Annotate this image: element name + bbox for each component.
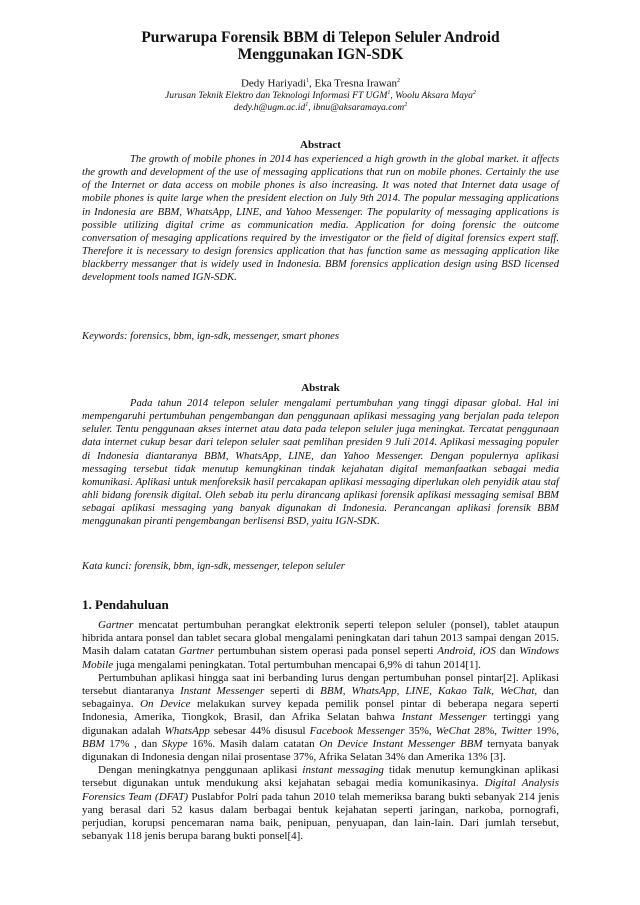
abstrak-heading: Abstrak xyxy=(301,382,340,394)
italic-term: On Device xyxy=(140,698,191,711)
abstract-text: The growth of mobile phones in 2014 has experienced a high growth in the global market. it affects the growth and development of the use of messaging applications that run on mobile phones. Certainly the use of the Internet or data access on mobile phones is also increasing. It was noted that Internet data usage of mobile phones is quite large when the president election on July 9th 2014. The popular messaging applications in Indonesia are BBM, WhatsApp, LINE, and Yahoo Messenger. The popularity of messaging applications is possible utilizing digital crime as communication media. Application for doing forensic the outcome conversation of mesaging applications required by the investigator or the field of digital forensics expert staff. Therefore it is necessary to design forensics application that has function same as messaging application like blackberry messanger that is widely used in Indonesia. BBM forensics application design using BSD licensed development tools named IGN-SDK. xyxy=(82,154,559,284)
text-run: 17% , dan xyxy=(104,737,162,750)
kata-kunci: Kata kunci: forensik, bbm, ign-sdk, messenger, telepon seluler xyxy=(82,561,345,572)
italic-term: Twitter xyxy=(501,724,533,737)
body-paragraph xyxy=(82,619,559,672)
separator: , xyxy=(309,77,315,90)
italic-term: Facebook Messenger xyxy=(309,724,405,737)
text-run: juga mengalami peningkatan. Total pertumbuhan mencapai 6,9% di tahun 2014[1]. xyxy=(113,658,481,671)
text-run: pertumbuhan sistem operasi pada ponsel seperti xyxy=(214,645,438,658)
superscript: 2 xyxy=(472,90,476,96)
author-name: Dedy Hariyadi xyxy=(240,77,307,90)
italic-term: BBM xyxy=(82,737,105,750)
text-run: mencatat pertumbuhan perangkat elektronik seperti telepon seluler (ponsel), tablet ataupun hibrida antara ponsel dan tablet secara global mengalami peningkatan dari tahun 2013 sampai dengan 2015. Masih dalam catatan xyxy=(82,619,559,658)
keywords: Keywords: forensics, bbm, ign-sdk, messenger, smart phones xyxy=(82,331,339,342)
text-run: 16%. Masih dalam catatan xyxy=(187,737,320,750)
text-run: dan xyxy=(495,645,520,658)
affiliation-1: Jurusan Teknik Elektro dan Teknologi Informasi FT UGM xyxy=(165,90,388,102)
title-line: Menggunakan IGN-SDK xyxy=(237,46,404,63)
text-run: seperti di xyxy=(264,685,321,698)
separator: , xyxy=(308,102,314,114)
italic-term: Instant Messenger xyxy=(180,685,265,698)
text-run: Pertumbuhan aplikasi hingga saat ini berbanding lurus dengan pertumbuhan ponsel pintar[2]. Aplikasi tersebut diantaranya xyxy=(82,671,559,698)
text-run: tidak menutup kemungkinan aplikasi tersebut digunakan untuk mendukung aksi kejahatan sebagai media komunikasinya. xyxy=(82,764,559,790)
superscript: 1 xyxy=(305,102,309,108)
text-run: ternyata banyak digunakan di Indonesia dengan nilai prosentase 37%, Afrika Selatan 34% dan Amerika 13% [3]. xyxy=(82,737,560,764)
italic-term: Skype xyxy=(161,737,188,750)
text-run: 28%, xyxy=(470,724,502,737)
italic-term: BBM, WhatsApp, LINE, Kakao Talk, WeChat, xyxy=(320,685,538,698)
italic-term: On Device Instant Messenger BBM xyxy=(319,737,483,750)
text-run: dan sebagainya. xyxy=(82,685,559,711)
italic-term: Instant Messenger xyxy=(401,711,487,724)
text-run: Dengan meningkatnya penggunaan aplikasi xyxy=(98,764,303,777)
text-run: sebesar 44% disusul xyxy=(209,724,310,737)
email-1: dedy.h@ugm.ac.id xyxy=(233,102,306,114)
author-name: Eka Tresna Irawan xyxy=(314,77,398,90)
text-run: tertinggi yang digunakan adalah xyxy=(82,711,559,737)
superscript: 2 xyxy=(404,102,408,108)
body-paragraph xyxy=(82,672,559,764)
italic-term: Android, iOS xyxy=(437,645,496,658)
affiliation-2: Woolu Aksara Maya xyxy=(395,90,473,102)
italic-term: Gartner xyxy=(178,645,215,658)
italic-term: WeChat xyxy=(435,724,471,737)
email-2: ibnu@aksaramaya.com xyxy=(313,102,405,114)
section-body xyxy=(82,619,559,843)
text-run: Puslabfor Polri pada tahun 2010 telah memeriksa barang bukti sebanyak 214 jenis yang berasal dari 52 kasus dalam berbagai bentuk kejahatan seperti jaringan, narkoba, pornografi, perjudian, korupsi pencemaran nama baik, penipuan, penyuapan, dan lain-lain. Dari jumlah tersebut, sebanyak 118 jenis berupa barang bukti ponsel[4]. xyxy=(82,790,559,843)
italic-term: Gartner xyxy=(98,619,134,631)
text-run: melakukan survey kepada pemilik ponsel pintar di beberapa negara seperti Indonesia, Amerika, Tiongkok, Brasil, dan Afrika Selatan bahwa xyxy=(82,698,559,724)
superscript: 1 xyxy=(306,78,310,84)
section-heading: 1. Pendahuluan xyxy=(82,597,169,612)
text-run: 35%, xyxy=(404,724,436,737)
superscript: 1 xyxy=(387,90,391,96)
abstrak-text: Pada tahun 2014 telepon seluler mengalami pertumbuhan yang tinggi dipasar global. Hal ini mempengaruhi pertumbuhan pengembangan dan penggunaan aplikasi messaging yang berjalan pada telepon seluler. Tentu penggunaan akses internet atau data pada telepon seluler juga meningkat. Tercatat penggunaan data internet cukup besar dari telepon seluler saat pemlihan presiden 9 Juli 2014. Aplikasi messaging populer di Indonesia diantaranya BBM, WhatsApp, LINE, dan Yahoo Messenger. Dengan populernya aplikasi messaging tersebut tidak menutup kemungkinan tindak kejahatan digital memanfaatkan sebagai media komunikasi. Aplikasi untuk menforeksik hasil percakapan aplikasi messaging diperlukan oleh penyidik atau staf ahli bidang forensik digital. Oleh sebab itu perlu dirancang aplikasi forensik aplikasi messaging semisal BBM sebagai aplikasi messaging yang banyak digunakan di Indonesia. Perancangan aplikasi forensik BBM menggunakan piranti pengembangan berlisensi BSD, yaitu IGN-SDK. xyxy=(82,398,559,528)
abstract-heading: Abstract xyxy=(300,139,341,151)
superscript: 2 xyxy=(397,78,401,84)
italic-term: Windows Mobile xyxy=(82,645,559,671)
separator: , xyxy=(390,90,396,102)
italic-term: instant messaging xyxy=(302,764,384,777)
title-line: Purwarupa Forensik BBM di Telepon Seluler Android xyxy=(141,29,500,46)
italic-term: WhatsApp xyxy=(164,724,210,737)
emails xyxy=(82,100,559,113)
paper-title xyxy=(82,29,559,63)
text-run: 19%, xyxy=(532,724,559,737)
body-paragraph xyxy=(82,764,559,843)
italic-term: Digital Analysis Forensics Team (DFAT) xyxy=(82,777,559,803)
